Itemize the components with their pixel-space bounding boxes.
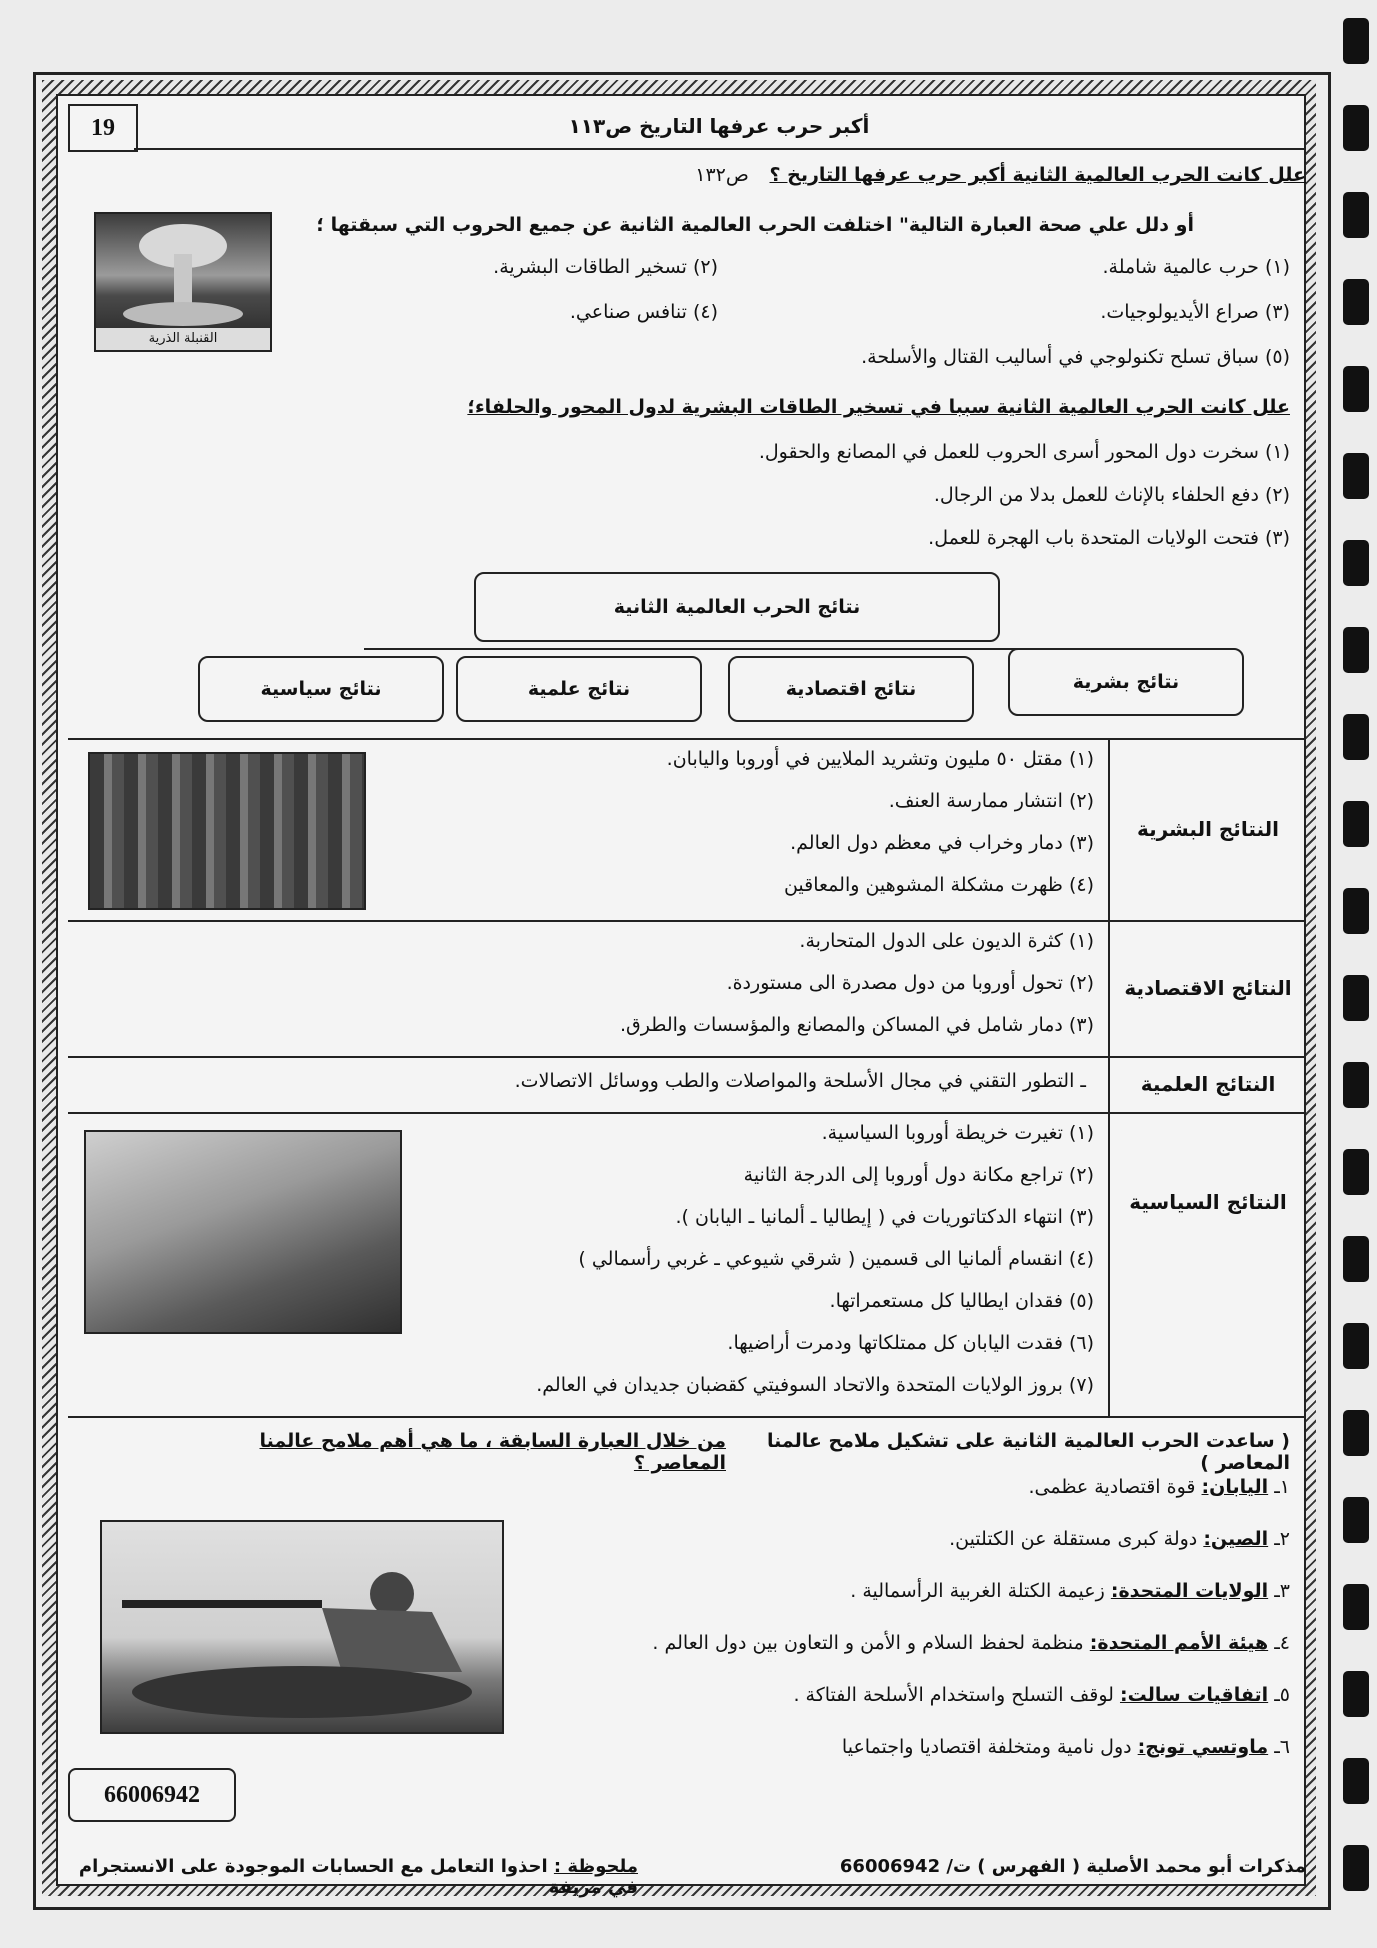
- section1-page-ref: ص١٣٢: [695, 164, 749, 186]
- feature-key: هيئة الأمم المتحدة:: [1089, 1632, 1269, 1654]
- section1-item: (٢) تسخير الطاقات البشرية.: [493, 256, 718, 278]
- binding-ring: [1343, 1410, 1369, 1456]
- economic-result-item: (٣) دمار شامل في المساكن والمصانع والمؤسسات والطرق.: [619, 1014, 1094, 1036]
- machine-gunner-photo: [100, 1520, 504, 1734]
- diagram-branch-economic: نتائج اقتصادية: [728, 656, 974, 722]
- page-number: 19: [68, 104, 138, 152]
- feature-text: لوقف التسلح واستخدام الأسلحة الفتاكة .: [793, 1684, 1114, 1706]
- diagram-branch-scientific: نتائج علمية: [456, 656, 702, 722]
- binding-ring: [1343, 627, 1369, 673]
- political-result-item: (٧) بروز الولايات المتحدة والاتحاد السوفيتي كقضبان جديدان في العالم.: [536, 1374, 1094, 1396]
- feature-item: ٦ـ ماوتسي تونج: دول نامية ومتخلفة اقتصاديا واجتماعيا: [841, 1736, 1290, 1758]
- binding-ring: [1343, 1845, 1369, 1891]
- political-results-label: النتائج السياسية: [1129, 1190, 1287, 1214]
- section1-question-row: [406, 164, 1306, 186]
- feature-item: ٤ـ هيئة الأمم المتحدة: منظمة لحفظ السلام و الأمن و التعاون بين دول العالم .: [652, 1632, 1290, 1654]
- footer-contact: مذكرات أبو محمد الأصلية ( الفهرس ) ت/ 66006942: [839, 1856, 1306, 1877]
- binding-ring: [1343, 1758, 1369, 1804]
- political-result-item: (٥) فقدان ايطاليا كل مستعمراتها.: [829, 1290, 1094, 1312]
- human-result-item: (٢) انتشار ممارسة العنف.: [888, 790, 1094, 812]
- economic-result-item: (٢) تحول أوروبا من دول مصدرة الى مستوردة.: [726, 972, 1094, 994]
- political-result-item: (٢) تراجع مكانة دول أوروبا إلى الدرجة الثانية: [743, 1164, 1094, 1186]
- human-result-item: (٣) دمار وخراب في معظم دول العالم.: [790, 832, 1094, 854]
- soldiers-marching-photo: [88, 752, 366, 910]
- binding-ring: [1343, 18, 1369, 64]
- binding-ring: [1343, 1062, 1369, 1108]
- page-content: [68, 104, 1306, 1898]
- binding-ring: [1343, 1671, 1369, 1717]
- feature-key: اليابان:: [1201, 1476, 1269, 1498]
- binding-ring: [1343, 888, 1369, 934]
- feature-item: ١ـ اليابان: قوة اقتصادية عظمى.: [1028, 1476, 1290, 1498]
- human-result-item: (٤) ظهرت مشكلة المشوهين والمعاقين: [783, 874, 1094, 896]
- feature-text: دولة كبرى مستقلة عن الكتلتين.: [949, 1528, 1198, 1550]
- binding-ring: [1343, 105, 1369, 151]
- feature-key: الولايات المتحدة:: [1110, 1580, 1269, 1602]
- political-result-item: (١) تغيرت خريطة أوروبا السياسية.: [821, 1122, 1094, 1144]
- mushroom-cloud-icon: [96, 214, 270, 328]
- diagram-root: نتائج الحرب العالمية الثانية: [474, 572, 1000, 642]
- footer-note: [78, 1856, 638, 1898]
- feature-item: ٥ـ اتفاقيات سالت: لوقف التسلح واستخدام الأسلحة الفتاكة .: [793, 1684, 1290, 1706]
- section1-item: (١) حرب عالمية شاملة.: [1102, 256, 1290, 278]
- human-result-item: (١) مقتل ٥٠ مليون وتشريد الملايين في أوروبا واليابان.: [666, 748, 1094, 770]
- footer-note-text: احذوا التعامل مع الحسابات الموجودة على الانستجرام في مزيفة: [78, 1856, 638, 1898]
- scientific-results-label: النتائج العلمية: [1140, 1072, 1276, 1096]
- atomic-bomb-caption: القنبلة الذرية: [96, 328, 270, 350]
- page-title: أكبر حرب عرفها التاريخ ص١١٣: [134, 104, 1304, 150]
- binding-ring: [1343, 1236, 1369, 1282]
- section2-item: (١) سخرت دول المحور أسرى الحروب للعمل في المصانع والحقول.: [758, 441, 1290, 463]
- binding-ring: [1343, 453, 1369, 499]
- binding-ring: [1343, 540, 1369, 586]
- results-table: [68, 738, 1306, 1418]
- phone-box: 66006942: [68, 1768, 236, 1822]
- spiral-binding: [1325, 0, 1377, 1948]
- binding-ring: [1343, 975, 1369, 1021]
- political-result-item: (٣) انتهاء الدكتاتوريات في ( إيطاليا ـ ألمانيا ـ اليابان ).: [675, 1206, 1094, 1228]
- binding-ring: [1343, 714, 1369, 760]
- feature-text: قوة اقتصادية عظمى.: [1028, 1476, 1196, 1498]
- feature-key: ماوتسي تونج:: [1137, 1736, 1269, 1758]
- atomic-bomb-photo: [94, 212, 272, 352]
- section2-item: (٣) فتحت الولايات المتحدة باب الهجرة للعمل.: [928, 527, 1290, 549]
- diagram-branch-human: نتائج بشرية: [1008, 648, 1244, 716]
- binding-ring: [1343, 192, 1369, 238]
- feature-text: دول نامية ومتخلفة اقتصاديا واجتماعيا: [841, 1736, 1132, 1758]
- footer-note-label: ملحوظة :: [553, 1856, 638, 1877]
- section1-item: (٥) سباق تسلح تكنولوجي في أساليب القتال والأسلحة.: [861, 346, 1290, 368]
- human-results-label: النتائج البشرية: [1136, 817, 1280, 841]
- battlefield-photo: [84, 1130, 402, 1334]
- section1-item: (٣) صراع الأيديولوجيات.: [1100, 301, 1290, 323]
- section3-question: من خلال العبارة السابقة ، ما هي أهم ملامح عالمنا المعاصر ؟: [259, 1430, 726, 1474]
- binding-ring: [1343, 279, 1369, 325]
- political-result-item: (٦) فقدت اليابان كل ممتلكاتها ودمرت أراضيها.: [727, 1332, 1094, 1354]
- economic-results-label: النتائج الاقتصادية: [1124, 976, 1292, 1000]
- feature-item: ٢ـ الصين: دولة كبرى مستقلة عن الكتلتين.: [949, 1528, 1290, 1550]
- diagram-branch-political: نتائج سياسية: [198, 656, 444, 722]
- binding-ring: [1343, 801, 1369, 847]
- diagram-connector: [364, 648, 1070, 650]
- feature-text: منظمة لحفظ السلام و الأمن و التعاون بين دول العالم .: [652, 1632, 1084, 1654]
- feature-key: اتفاقيات سالت:: [1119, 1684, 1269, 1706]
- feature-item: ٣ـ الولايات المتحدة: زعيمة الكتلة الغربية الرأسمالية .: [850, 1580, 1290, 1602]
- section2-question: علل كانت الحرب العالمية الثانية سببا في تسخير الطاقات البشرية لدول المحور والحلفاء؛: [467, 396, 1290, 418]
- section1-question: علل كانت الحرب العالمية الثانية أكبر حرب عرفها التاريخ ؟: [769, 164, 1306, 186]
- feature-key: الصين:: [1203, 1528, 1269, 1550]
- feature-text: زعيمة الكتلة الغربية الرأسمالية .: [850, 1580, 1105, 1602]
- economic-result-item: (١) كثرة الديون على الدول المتحاربة.: [799, 930, 1094, 952]
- section2-item: (٢) دفع الحلفاء بالإناث للعمل بدلا من الرجال.: [933, 484, 1290, 506]
- political-result-item: (٤) انقسام ألمانيا الى قسمين ( شرقي شيوعي ـ غربي رأسمالي ): [578, 1248, 1094, 1270]
- binding-ring: [1343, 1323, 1369, 1369]
- soldier-with-gun-icon: [102, 1522, 502, 1732]
- section1-item: (٤) تنافس صناعي.: [569, 301, 718, 323]
- scientific-result-item: ـ التطور التقني في مجال الأسلحة والمواصلات والطب ووسائل الاتصالات.: [514, 1070, 1086, 1092]
- binding-ring: [1343, 366, 1369, 412]
- binding-ring: [1343, 1149, 1369, 1195]
- section3-statement: ( ساعدت الحرب العالمية الثانية على تشكيل ملامح عالمنا المعاصر ): [766, 1430, 1290, 1474]
- binding-ring: [1343, 1497, 1369, 1543]
- binding-ring: [1343, 1584, 1369, 1630]
- section1-prompt: أو دلل علي صحة العبارة التالية" اختلفت الحرب العالمية الثانية عن جميع الحروب التي سبقتها ؛: [316, 214, 1194, 236]
